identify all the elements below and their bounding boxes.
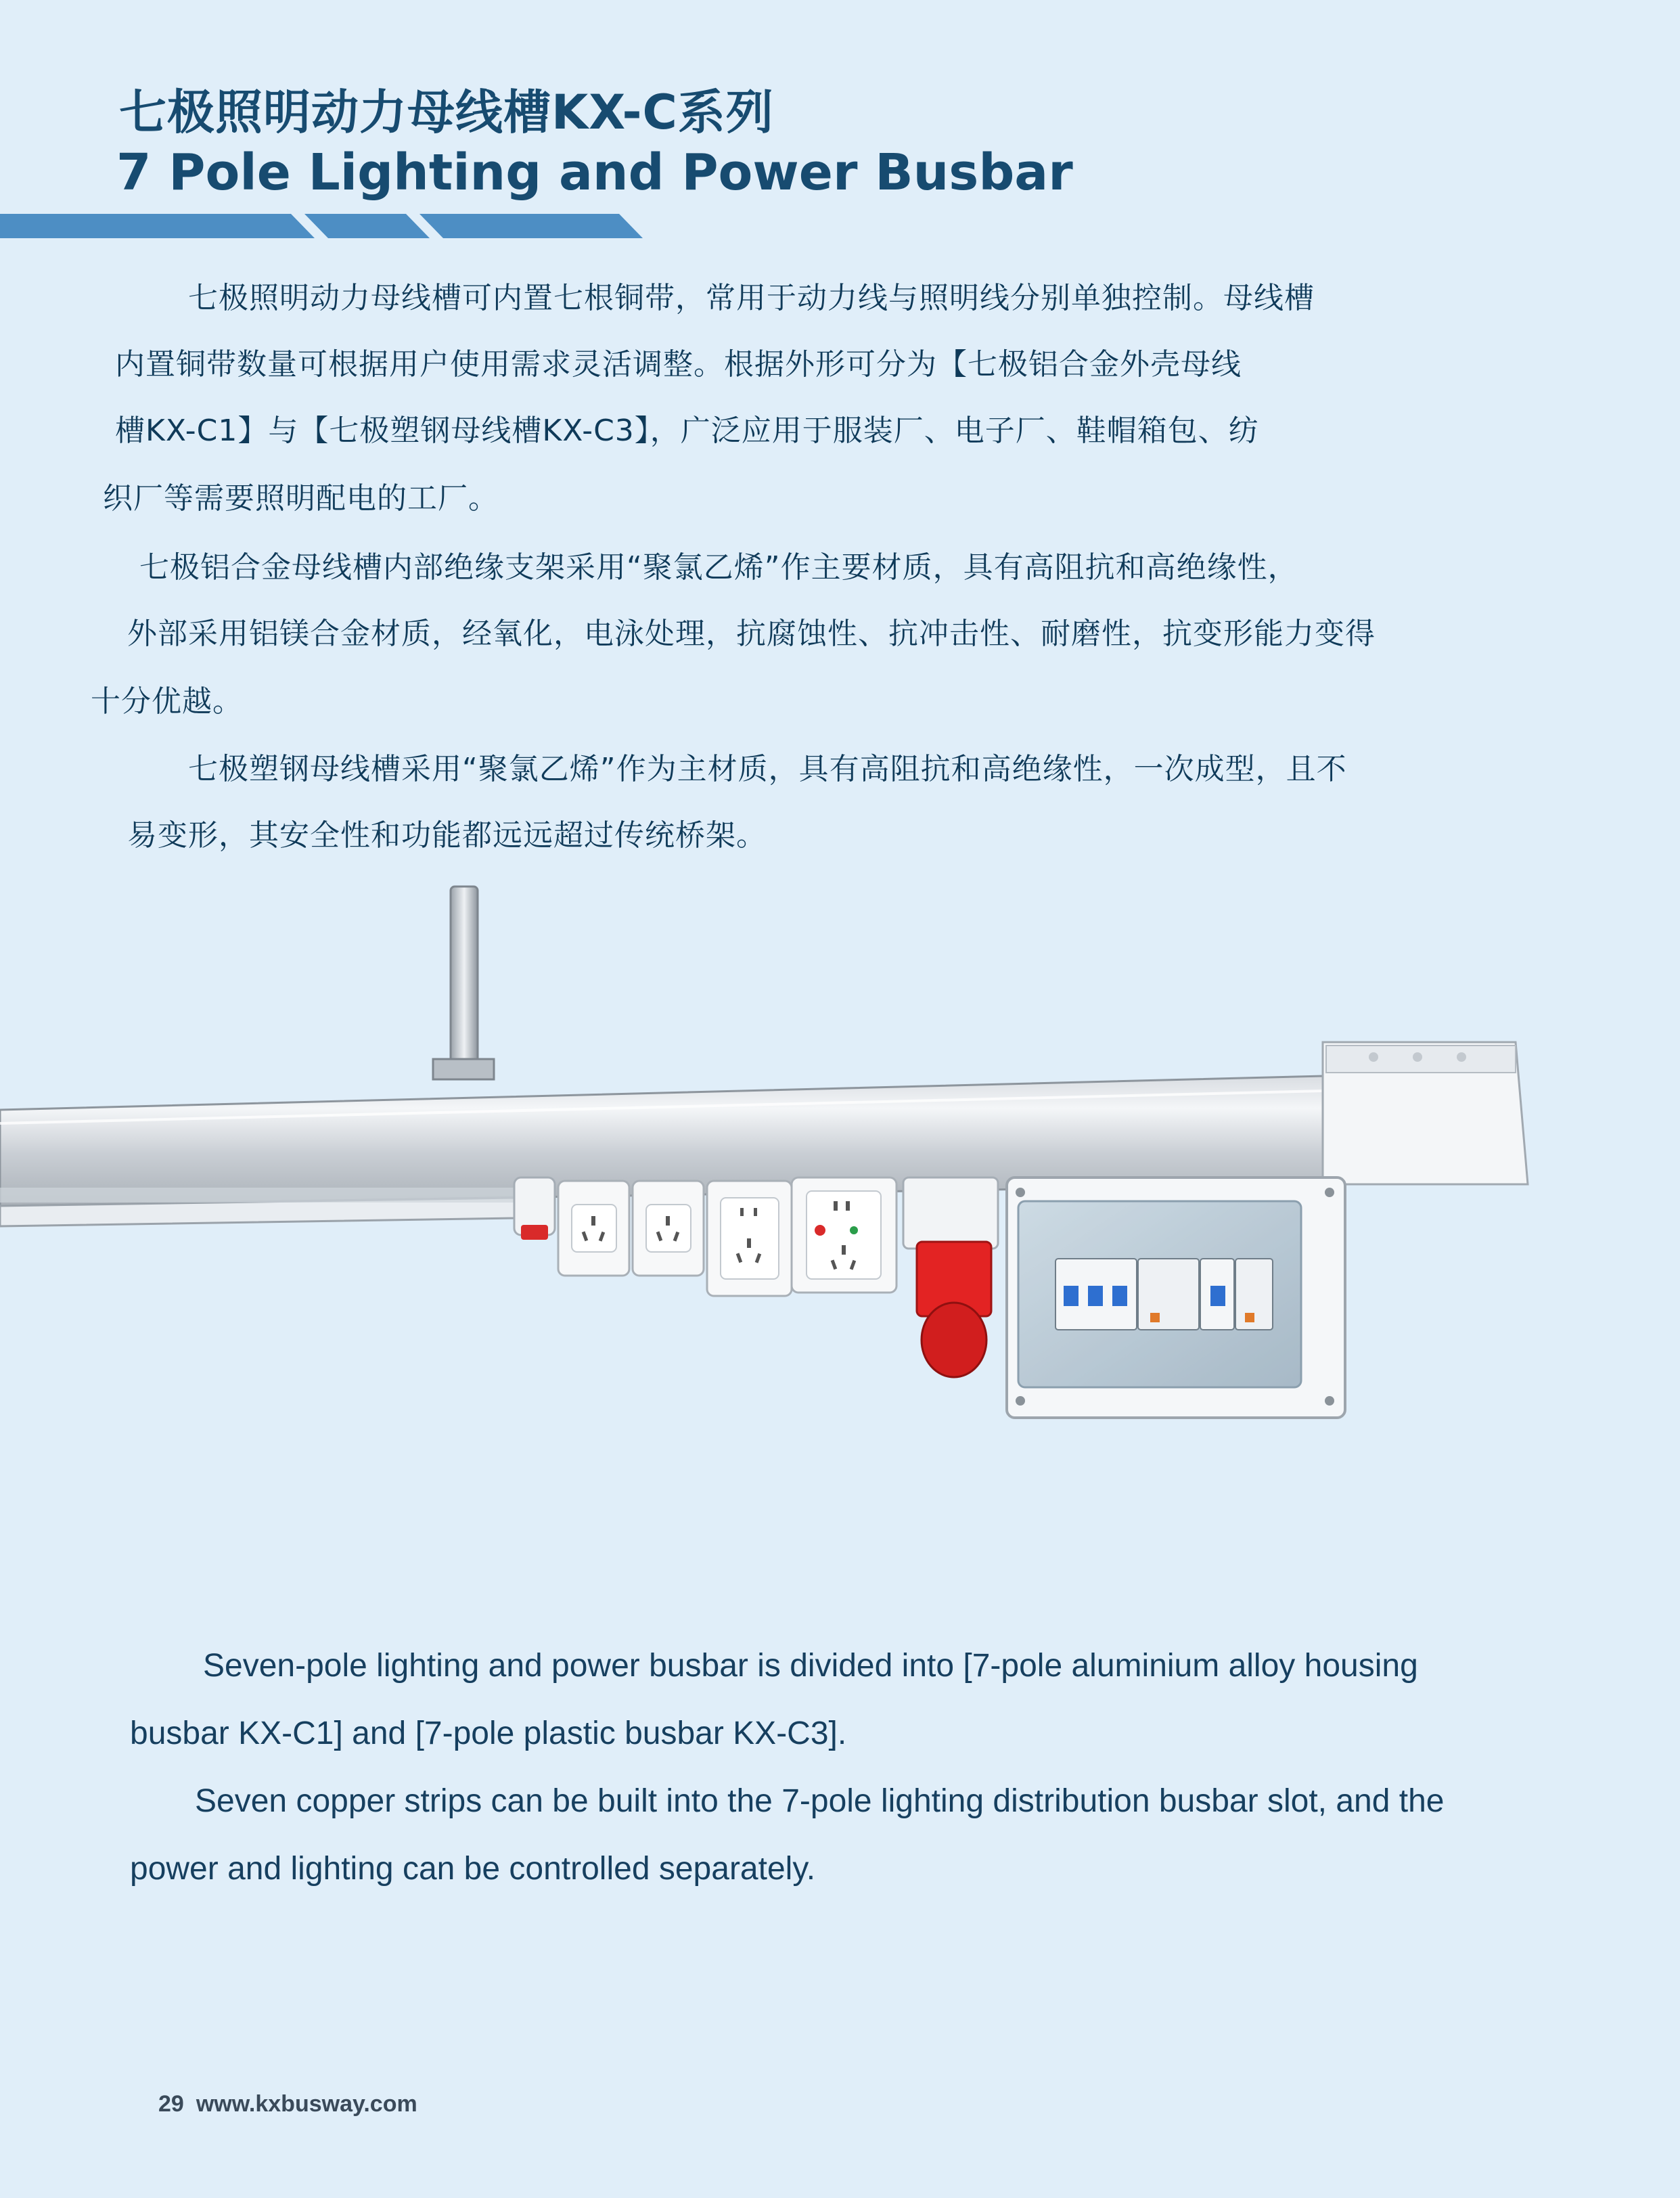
zh-paragraph-1-line-3: 槽KX-C1】与【七极塑钢母线槽KX-C3】，广泛应用于服装厂、电子厂、鞋帽箱包、纺 [115, 413, 1259, 448]
zh-paragraph-2-line-1: 七极铝合金母线槽内部绝缘支架采用“聚氯乙烯”作主要材质，具有高阻抗和高绝缘性， [139, 550, 1298, 585]
zh-paragraph-3-line-1: 七极塑钢母线槽采用“聚氯乙烯”作为主材质，具有高阻抗和高绝缘性，一次成型，且不 [188, 752, 1347, 786]
zh-paragraph-1-line-1: 七极照明动力母线槽可内置七根铜带，常用于动力线与照明线分别单独控制。母线槽 [188, 281, 1315, 315]
zh-paragraph-2-line-3: 十分优越。 [91, 684, 243, 719]
page-footer [158, 2091, 417, 2117]
en-paragraph-1-line-2: busbar KX-C1] and [7-pole plastic busbar KX-C3]. [130, 1715, 847, 1751]
busbar-product-image [0, 880, 1680, 1421]
zh-paragraph-1-line-2: 内置铜带数量可根据用户使用需求灵活调整。根据外形可分为【七极铝合金外壳母线 [115, 347, 1242, 382]
zh-paragraph-2-line-2: 外部采用铝镁合金材质，经氧化，电泳处理，抗腐蚀性、抗冲击性、耐磨性，抗变形能力变得 [127, 616, 1376, 651]
zh-paragraph-3-line-2: 易变形，其安全性和功能都远远超过传统桥架。 [127, 818, 767, 853]
zh-paragraph-1-line-4: 织厂等需要照明配电的工厂。 [103, 481, 499, 516]
page-number: 29 [158, 2091, 184, 2117]
page-title-zh: 七极照明动力母线槽KX-C系列 [119, 85, 774, 140]
page-title-en: 7 Pole Lighting and Power Busbar [116, 143, 1073, 202]
en-paragraph-1-line-1: Seven-pole lighting and power busbar is divided into [7-pole aluminium alloy housing [203, 1648, 1418, 1684]
website-url: www.kxbusway.com [196, 2091, 417, 2117]
title-underline-stripes [0, 214, 650, 238]
en-paragraph-2-line-2: power and lighting can be controlled separately. [130, 1851, 816, 1887]
en-paragraph-2-line-1: Seven copper strips can be built into the 7-pole lighting distribution busbar slot, and the [195, 1783, 1445, 1819]
